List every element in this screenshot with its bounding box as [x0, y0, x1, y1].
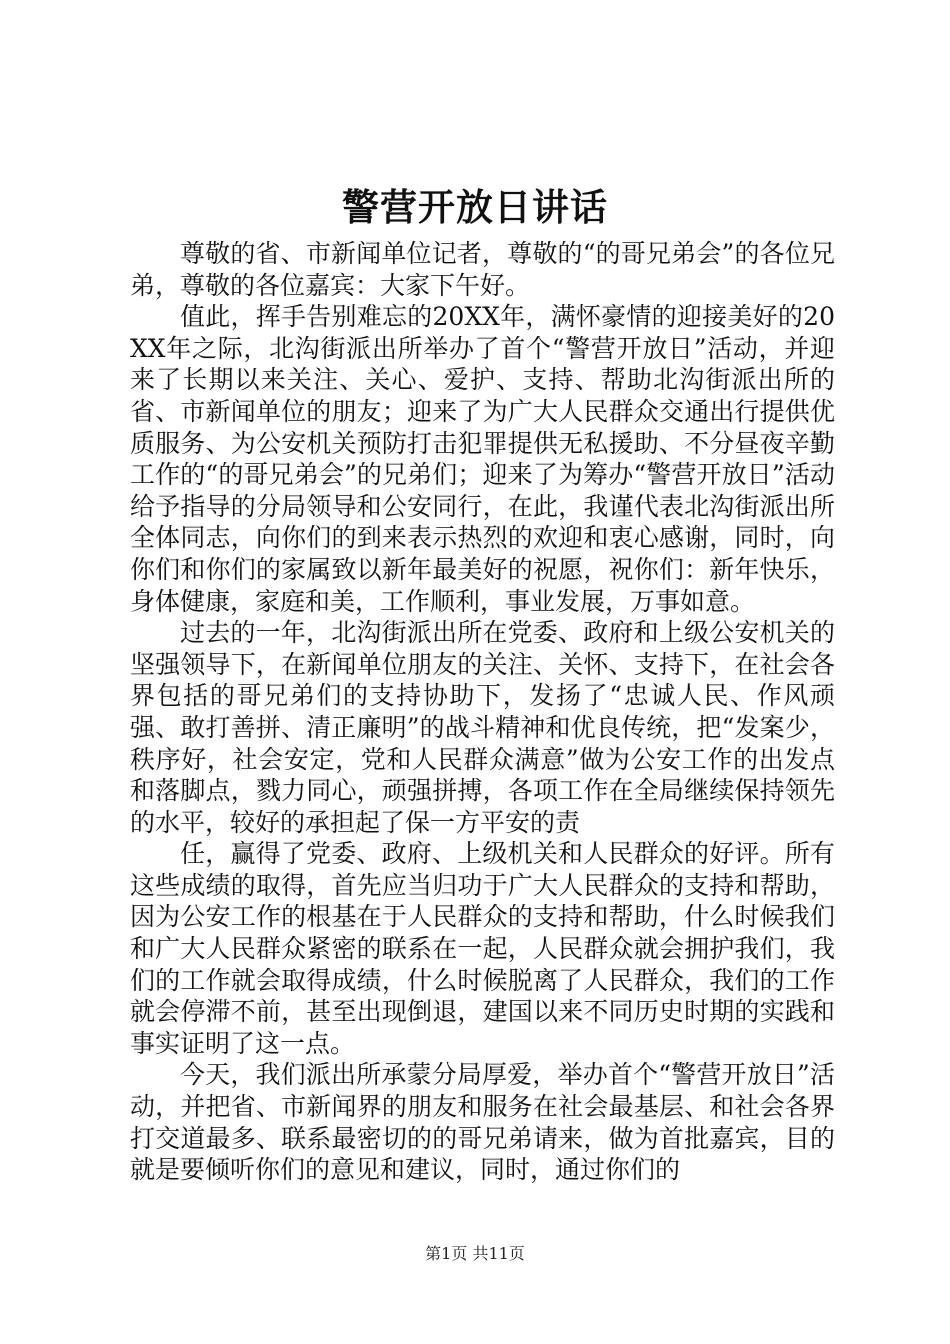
paragraph-welcome: 值此，挥手告别难忘的20XX年，满怀豪情的迎接美好的20XX年之际，北沟街派出所举办了首个“警营开放日”活动，并迎来了长期以来关注、关心、爱护、支持、帮助北沟街派出所的省、市新闻单位的朋友；迎来了为广大人民群众交通出行提供优质服务、为公安机关预防打击犯罪提供无私援助、不分昼夜辛勤工作的“的哥兄弟会”的兄弟们；迎来了为筹办“警营开放日”活动给予指导的分局领导和公安同行，在此，我谨代表北沟街派出所全体同志，向你们的到来表示热烈的欢迎和衷心感谢，同时，向你们和你们的家属致以新年最美好的祝愿，祝你们：新年快乐，身体健康，家庭和美，工作顺利，事业发展，万事如意。	[130, 302, 835, 616]
page-number-footer: 第1页 共11页	[425, 1244, 525, 1263]
paragraph-achievements: 任，赢得了党委、政府、上级机关和人民群众的好评。所有这些成绩的取得，首先应当归功于广大人民群众的支持和帮助，因为公安工作的根基在于人民群众的支持和帮助，什么时候我们和广大人民群众紧密的联系在一起，人民群众就会拥护我们，我们的工作就会取得成绩，什么时候脱离了人民群众，我们的工作就会停滞不前，甚至出现倒退，建国以来不同历史时期的实践和事实证明了这一点。	[130, 839, 835, 1058]
paragraph-past-year: 过去的一年，北沟街派出所在党委、政府和上级公安机关的坚强领导下，在新闻单位朋友的关注、关怀、支持下，在社会各界包括的哥兄弟们的支持协助下，发扬了“忠诚人民、作风顽强、敢打善拼、清正廉明”的战斗精神和优良传统，把“发案少，秩序好，社会安定，党和人民群众满意”做为公安工作的出发点和落脚点，戮力同心，顽强拼搏，各项工作在全局继续保持领先的水平，较好的承担起了保一方平安的责	[130, 618, 835, 837]
paragraph-greeting: 尊敬的省、市新闻单位记者，尊敬的“的哥兄弟会”的各位兄弟，尊敬的各位嘉宾：大家下午好。	[130, 239, 835, 300]
document-body	[130, 238, 835, 1186]
page-title: 警营开放日讲话	[342, 186, 608, 229]
paragraph-today: 今天，我们派出所承蒙分局厚爱，举办首个“警营开放日”活动，并把省、市新闻界的朋友和服务在社会最基层、和社会各界打交道最多、联系最密切的的哥兄弟请来，做为首批嘉宾，目的就是要倾听你们的意见和建议，同时，通过你们的	[130, 1060, 835, 1185]
